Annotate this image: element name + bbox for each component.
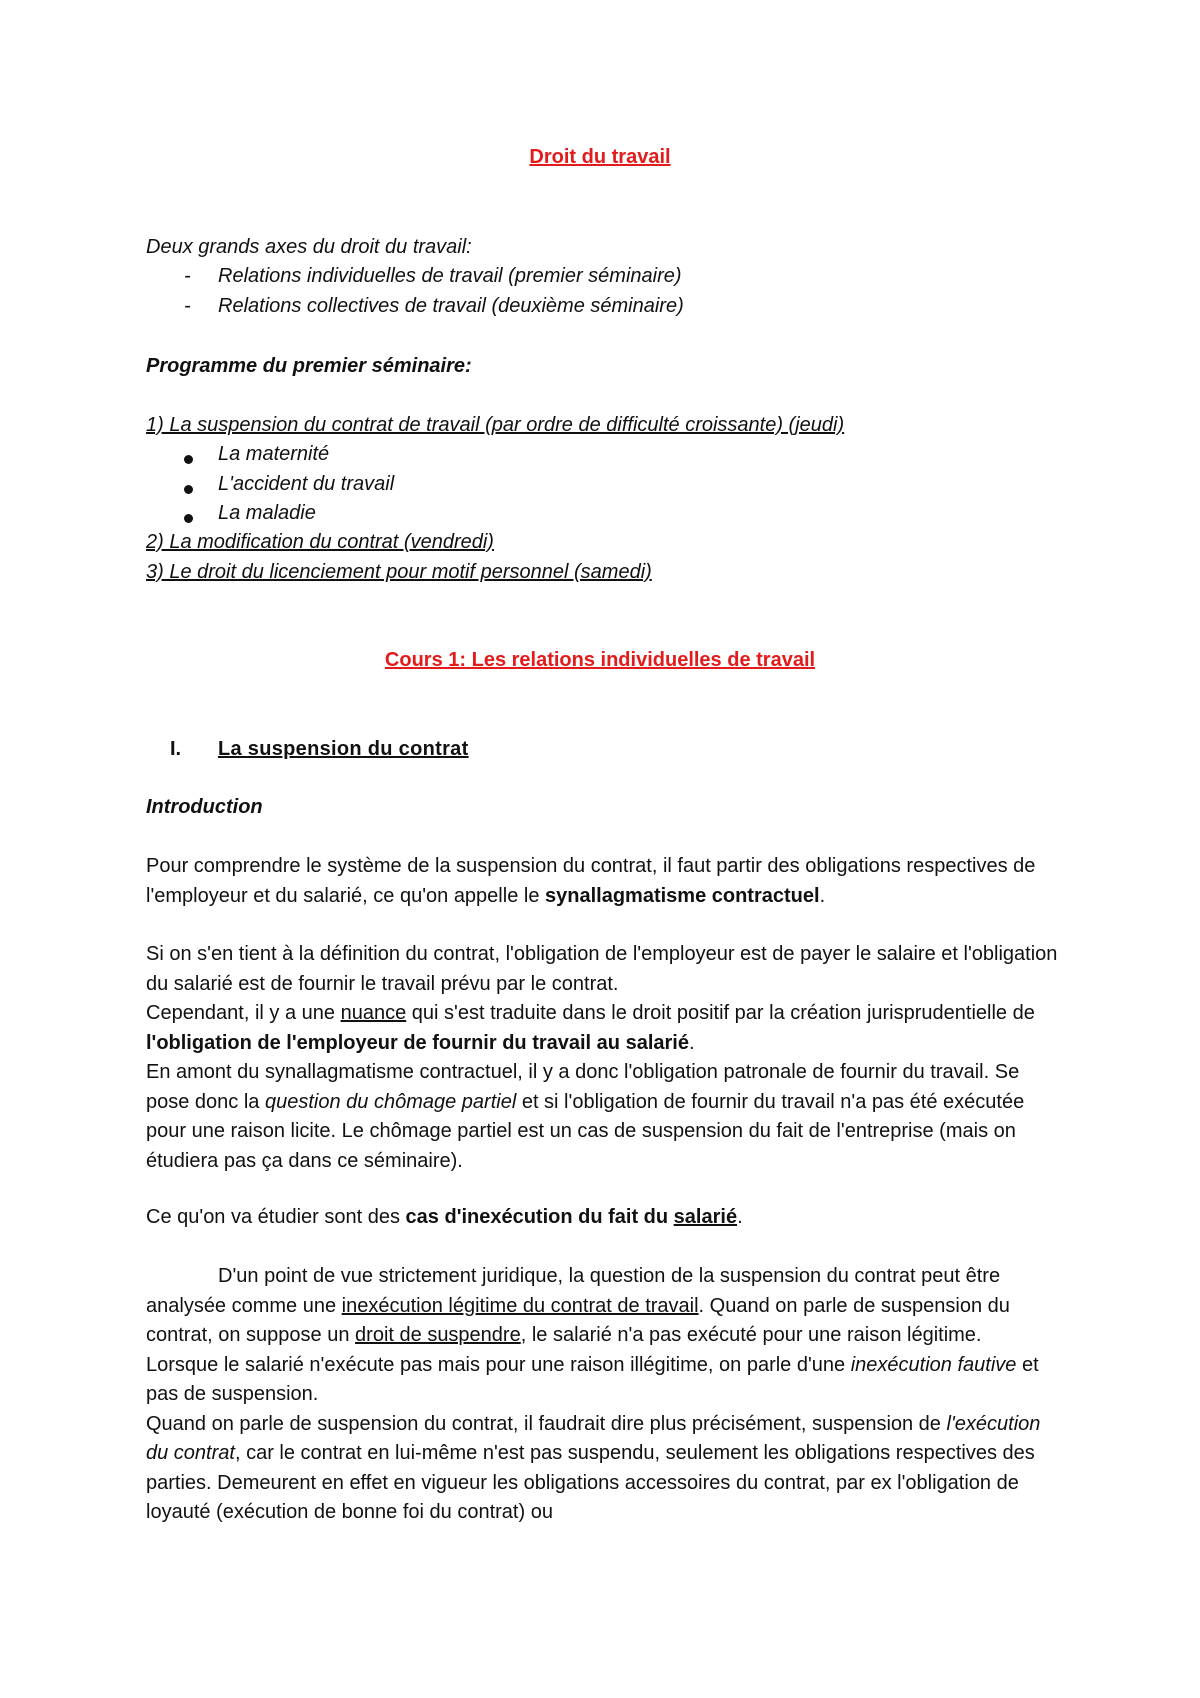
paragraph-3: Ce qu'on va étudier sont des cas d'inexécution du fait du salarié. xyxy=(146,1206,743,1228)
bullet-icon xyxy=(184,455,193,464)
section-number: I. xyxy=(170,738,182,760)
section-title: La suspension du contrat xyxy=(218,738,469,760)
sub-item: La maladie xyxy=(218,502,316,524)
programme-item-1: 1) La suspension du contrat de travail (par ordre de difficulté croissante) (jeudi) xyxy=(146,414,845,436)
document-title: Droit du travail xyxy=(529,146,671,168)
sub-item: La maternité xyxy=(218,443,330,465)
programme-item-2: 2) La modification du contrat (vendredi) xyxy=(146,531,494,553)
bullet-icon xyxy=(184,514,193,523)
paragraph-2: Si on s'en tient à la définition du contrat, l'obligation de l'employeur est de payer le salaire et l'obligation du salarié est de fournir le travail prévu par le contrat. Cependant, il y a une nuance qui s'est traduite dans le droit positif par la création jurisprudentielle de l'obligation de l'employeur de fournir du travail au salarié. En amont du synallagmatisme contractuel, il y a donc l'obligation patronale de fournir du travail. Se pose donc la question du chômage partiel et si l'obligation de fournir du travail n'a pas été exécutée pour une raison licite. Le chômage partiel est un cas de suspension du fait de l'entreprise (mais on étudiera pas ça dans ce séminaire). xyxy=(146,943,1058,1172)
dash-marker: - xyxy=(184,265,191,287)
paragraph-4: D'un point de vue strictement juridique, la question de la suspension du contrat peut être analysée comme une inexécution légitime du contrat de travail. Quand on parle de suspension du contrat, on suppose un droit de suspendre, le salarié n'a pas exécuté pour une raison légitime. Lorsque le salarié n'exécute pas mais pour une raison illégitime, on parle d'une inexécution fautive et pas de suspension. Quand on parle de suspension du contrat, il faudrait dire plus précisément, suspension de l'exécution du contrat, car le contrat en lui-même n'est pas suspendu, seulement les obligations respectives des parties. Demeurent en effet en vigueur les obligations accessoires du contrat, par ex l'obligation de loyauté (exécution de bonne foi du contrat) ou xyxy=(146,1265,1041,1523)
paragraph-1: Pour comprendre le système de la suspension du contrat, il faut partir des obligations respectives de l'employeur et du salarié, ce qu'on appelle le synallagmatisme contractuel. xyxy=(146,855,1036,907)
axis-item: Relations individuelles de travail (premier séminaire) xyxy=(218,265,682,287)
intro-line: Deux grands axes du droit du travail: xyxy=(146,236,472,258)
axis-item: Relations collectives de travail (deuxième séminaire) xyxy=(218,295,684,317)
programme-item-3: 3) Le droit du licenciement pour motif personnel (samedi) xyxy=(146,561,652,583)
introduction-heading: Introduction xyxy=(146,796,263,818)
programme-heading: Programme du premier séminaire: xyxy=(146,355,472,377)
dash-marker: - xyxy=(184,295,191,317)
cours-title: Cours 1: Les relations individuelles de travail xyxy=(384,649,816,671)
bullet-icon xyxy=(184,485,193,494)
sub-item: L'accident du travail xyxy=(218,473,395,495)
